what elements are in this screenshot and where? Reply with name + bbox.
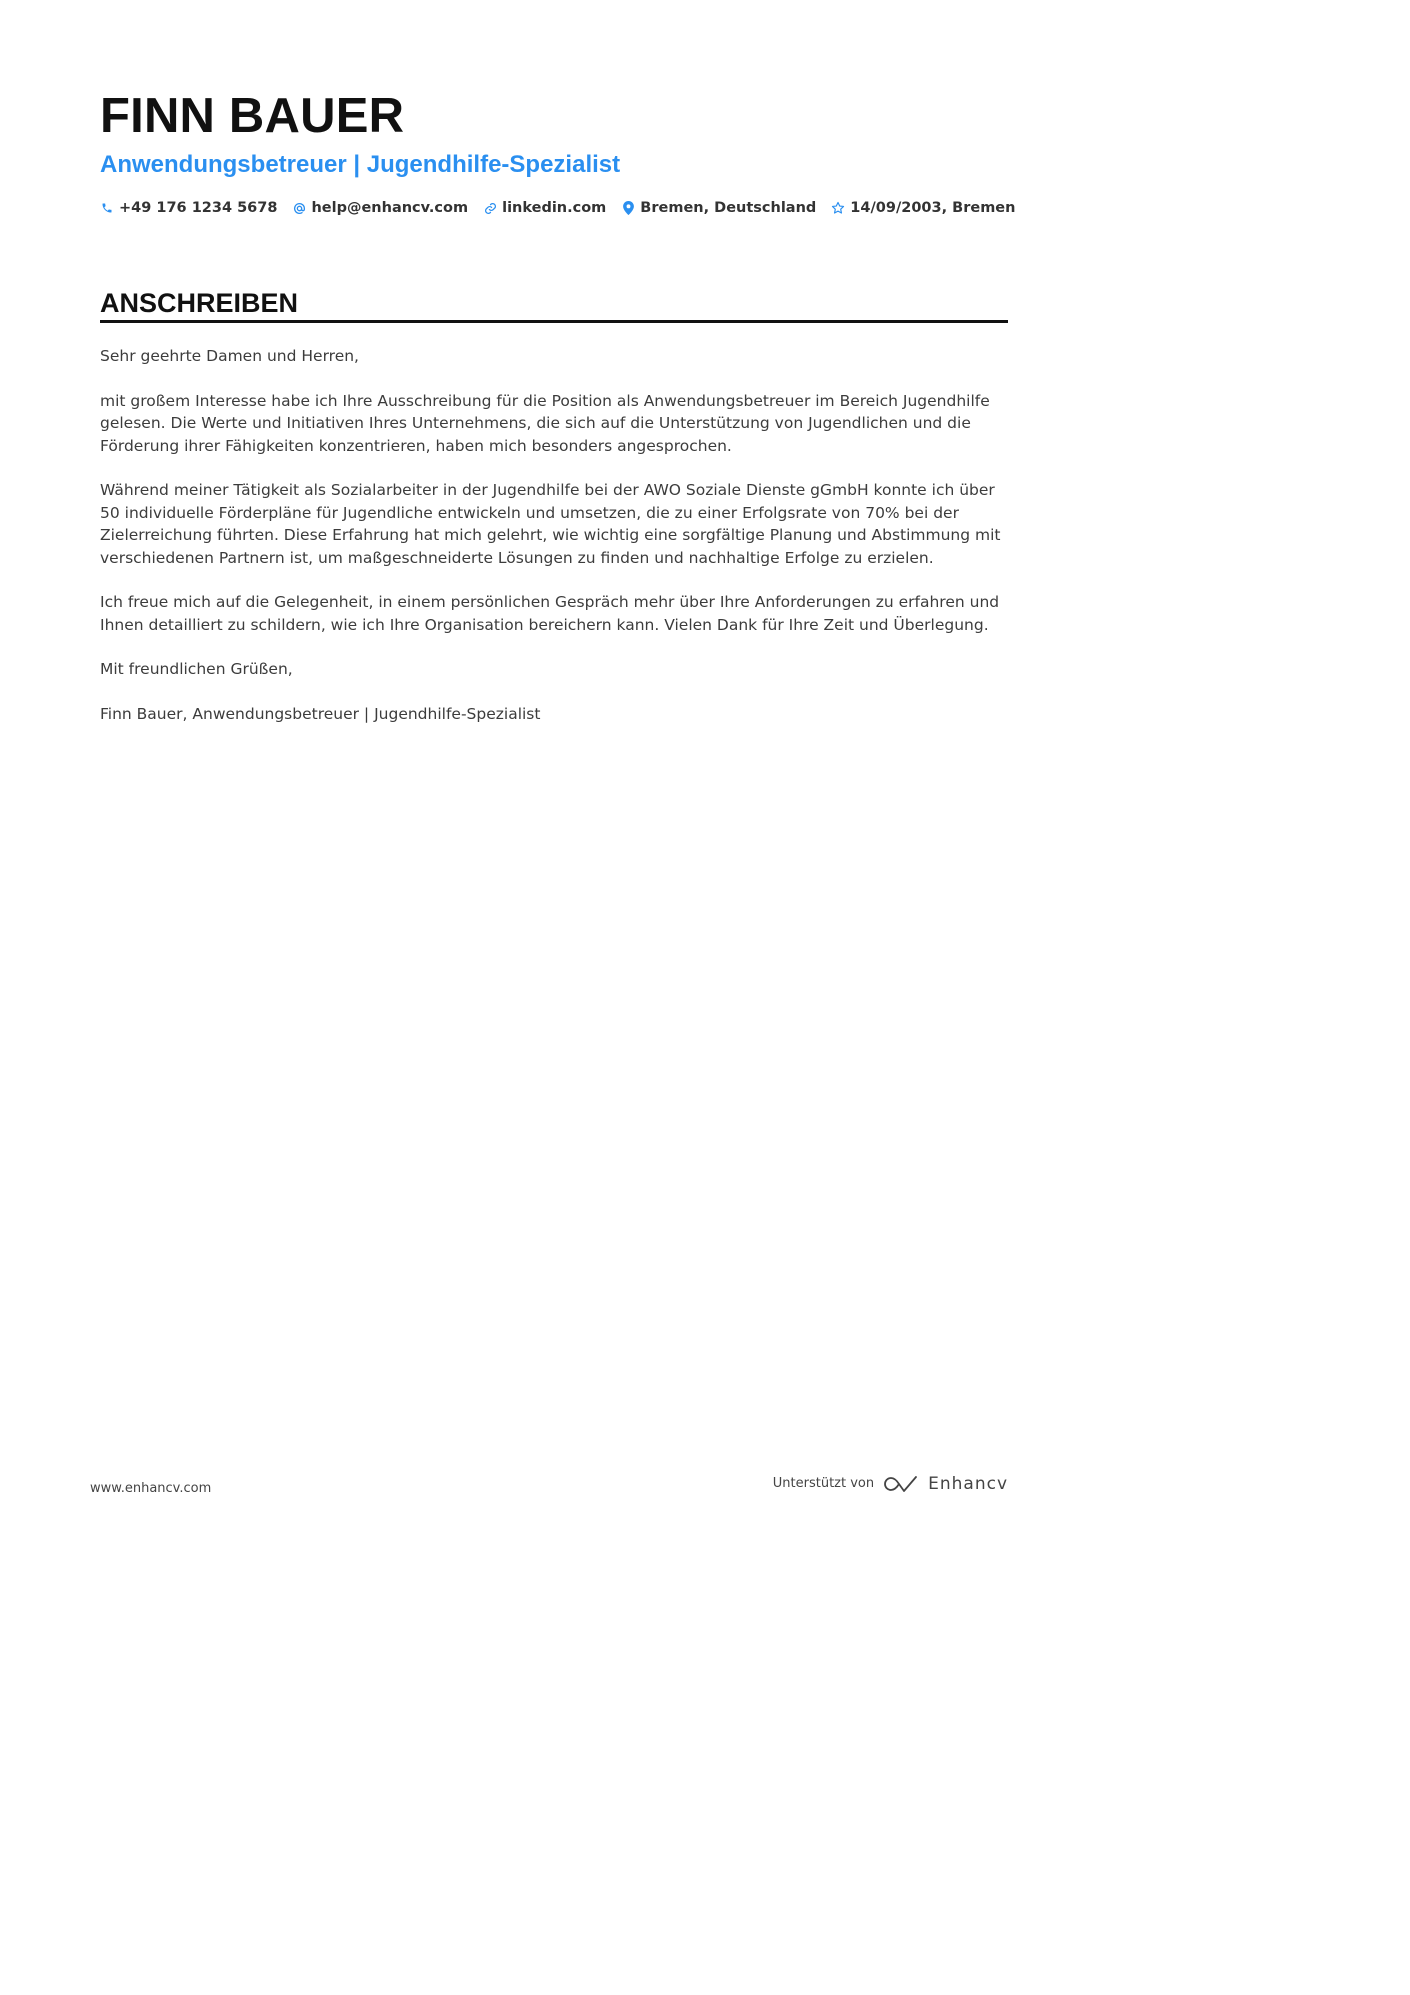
contact-bar [100,198,1016,218]
section-divider [100,320,1008,323]
contact-linkedin [483,198,606,218]
link-icon [483,201,497,215]
letter-paragraph: Während meiner Tätigkeit als Sozialarbeiter in der Jugendhilfe bei der AWO Soziale Dienste gGmbH konnte ich über 50 individuelle Förderpläne für Jugendliche entwickeln und umsetzen, die zu einer Erfolgsrate von 70% bei der Zielerreichung führten. Diese Erfahrung hat mich gelehrt, wie wichtig eine sorgfältige Planung und Abstimmung mit verschiedenen Partnern ist, um maßgeschneiderte Lösungen zu finden und nachhaltige Erfolge zu erzielen. [100,481,1001,567]
contact-location [621,198,816,218]
contact-birth [831,198,1015,218]
letter-closing: Mit freundlichen Grüßen, [100,660,293,678]
enhancv-brand-name: Enhancv [928,1474,1008,1494]
contact-phone-text: +49 176 1234 5678 [119,200,278,216]
enhancv-logo [884,1474,1008,1494]
contact-email [292,198,468,218]
letter-salutation: Sehr geehrte Damen und Herren, [100,347,359,365]
letter-paragraph: Ich freue mich auf die Gelegenheit, in einem persönlichen Gespräch mehr über Ihre Anforderungen zu erfahren und Ihnen detailliert zu schildern, wie ich Ihre Organisation bereichern kann. Vielen Dank für Ihre Zeit und Überlegung. [100,593,1000,634]
contact-phone [100,198,277,218]
contact-linkedin-text: linkedin.com [502,200,607,216]
star-icon [831,201,845,215]
candidate-name: FINN BAUER [100,89,405,143]
phone-icon [100,201,114,215]
footer-website: www.enhancv.com [90,1481,212,1496]
header [100,88,1016,218]
contact-birth-text: 14/09/2003, Bremen [850,200,1016,216]
contact-location-text: Bremen, Deutschland [640,200,817,216]
contact-email-text: help@enhancv.com [311,200,469,216]
powered-by-label: Unterstützt von [772,1476,875,1491]
at-icon [292,201,306,215]
letter-paragraph: mit großem Interesse habe ich Ihre Ausschreibung für die Position als Anwendungsbetreuer im Bereich Jugendhilfe gelesen. Die Werte und Initiativen Ihres Unternehmens, die sich auf die Unterstützung von Jugendlichen und die Förderung ihrer Fähigkeiten konzentrieren, haben mich besonders angesprochen. [100,391,990,455]
section-heading: ANSCHREIBEN [100,288,299,318]
candidate-title: Anwendungsbetreuer | Jugendhilfe-Spezialist [100,151,621,178]
location-pin-icon [621,201,635,215]
footer-branding [773,1474,1008,1494]
letter-signature: Finn Bauer, Anwendungsbetreuer | Jugendhilfe-Spezialist [100,704,541,723]
enhancv-logo-icon [884,1474,920,1494]
letter-body [100,345,1008,747]
